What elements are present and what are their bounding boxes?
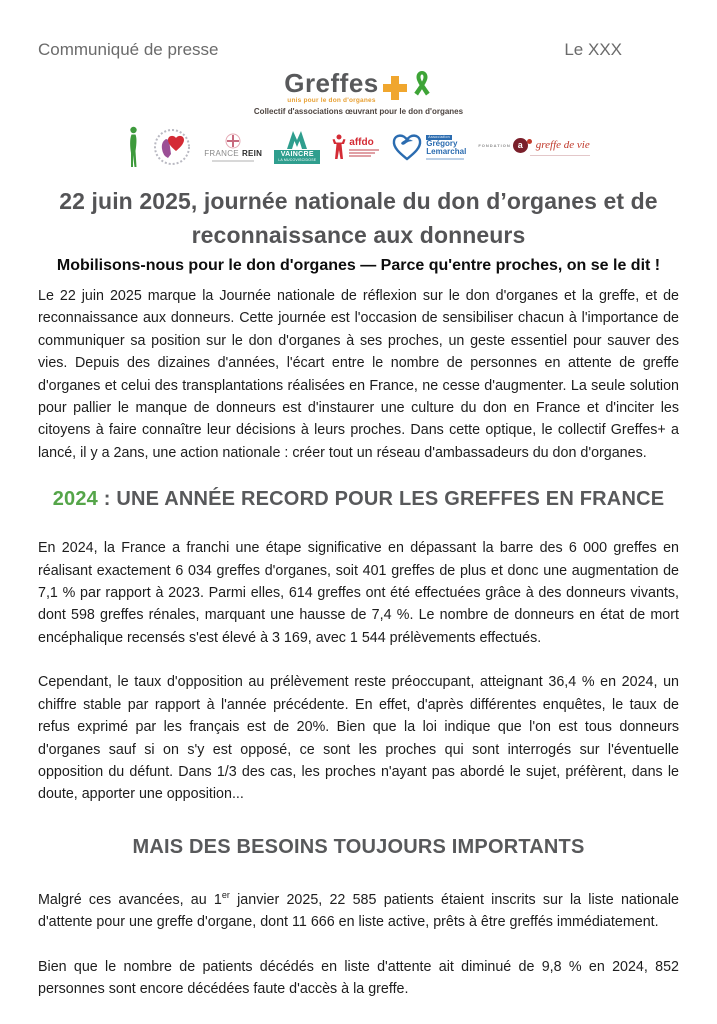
gregory-association-text: Association bbox=[428, 135, 450, 139]
section-heading-2024-rest: : UNE ANNÉE RECORD POUR LES GREFFES EN FRANCE bbox=[98, 488, 665, 511]
ordinal-superscript: er bbox=[221, 889, 230, 900]
greffe-de-vie-subtext-bar bbox=[530, 155, 590, 157]
france-rein-text-bold: REIN bbox=[241, 148, 263, 158]
green-ribbon-icon bbox=[411, 70, 433, 104]
logo-brand-text: Greffes bbox=[284, 68, 379, 98]
section-heading-2024 bbox=[38, 488, 679, 511]
partner-logo-gregory-lemarchal bbox=[391, 133, 466, 161]
logo-text-column bbox=[284, 70, 379, 104]
document-type-label: Communiqué de presse bbox=[38, 40, 219, 59]
gregory-heart-icon bbox=[391, 133, 423, 161]
page-header bbox=[0, 0, 717, 60]
logo-collective-line: Collectif d'associations œuvrant pour le don d'organes bbox=[253, 107, 464, 116]
gregory-name-line1: Grégory bbox=[426, 138, 458, 148]
gregory-subtext-bar bbox=[426, 158, 464, 160]
affdo-subtext-bar-3 bbox=[349, 155, 371, 157]
section-heading-besoins: MAIS DES BESOINS TOUJOURS IMPORTANTS bbox=[132, 835, 585, 858]
france-rein-text-light: FRANCE bbox=[204, 148, 239, 158]
green-person-icon bbox=[127, 126, 140, 168]
year-highlight: 2024 bbox=[52, 488, 98, 511]
records-paragraph: En 2024, la France a franchi une étape significative en dépassant la barre des 6 000 greffes en réalisant exactement 6 034 greffes d'organes, soit 401 greffes de plus et donc une augmentation de 7,1 % par rapport à 2023. Parmi elles, 614 greffes ont été effectuées grâce à des donneurs vivants, dont 598 greffes rénales, marquant une hausse de 7,4 %. Le nombre de donneurs en état de mort encéphalique recensés s'est élevé à 3 169, avec 1 544 prélèvements effectués. bbox=[38, 540, 679, 646]
affdo-person-icon bbox=[332, 134, 346, 160]
orange-plus-icon bbox=[383, 76, 407, 100]
page-title: 22 juin 2025, journée nationale du don d’organes et de reconnaissance aux donneurs bbox=[59, 188, 658, 248]
fondation-text: FONDATION bbox=[478, 142, 511, 148]
partner-logo-adot bbox=[127, 126, 140, 168]
intro-paragraph: Le 22 juin 2025 marque la Journée nationale de réflexion sur le don d'organes et la greffe, et de reconnaissance aux donneurs. Cette journée est l'occasion de sensibiliser chacun à l'importance de communiquer sa position sur le don d'organes à ses proches, un geste essentiel pour sauver des vies. Depuis des dizaines d'années, l'écart entre le nombre de personnes en attente de greffe d'organes et celui des transplantations réalisées en France, ne cesse d'augmenter. La seule solution pour pallier le manque de donneurs est d'instaurer une culture du don en France et d'inciter les citoyens à faire connaître leur décisions à leurs proches. Dans cette optique, le collectif Greffes+ a lancé, il y a 2ans, une action nationale : créer tout un réseau d'ambassadeurs du don d'organes. bbox=[38, 288, 679, 461]
vaincre-text-chip bbox=[274, 150, 320, 164]
date-placeholder: Le XXX bbox=[564, 40, 622, 59]
partner-logo-greffe-de-vie bbox=[478, 138, 589, 157]
vaincre-main-text: VAINCRE bbox=[280, 150, 314, 158]
waiting-list-text-start: Malgré ces avancées, au 1 bbox=[38, 891, 222, 908]
waiting-list-paragraph bbox=[38, 889, 679, 934]
vaincre-sub-text: LA MUCOVISCIDOSE bbox=[278, 157, 317, 162]
partner-logo-affdo bbox=[332, 134, 379, 160]
partner-logos-row bbox=[0, 124, 717, 170]
partner-logo-vaincre bbox=[274, 131, 320, 164]
waiting-list-text-end: janvier 2025, 22 585 patients étaient inscrits sur la liste nationale d'attente pour une greffe d'organe, dont 11 666 en liste active, prêts à être greffés immédiatement. bbox=[38, 891, 679, 931]
gregory-name-line2: Lemarchal bbox=[426, 147, 467, 156]
affdo-subtext-bar-1 bbox=[349, 149, 379, 151]
france-rein-baseline bbox=[212, 160, 254, 162]
greffes-plus-logo bbox=[0, 70, 717, 116]
deaths-paragraph: Bien que le nombre de patients décédés en liste d'attente ait diminué de 9,8 % en 2024, 852 personnes sont encore décédées faute d'accès à la greffe. bbox=[38, 958, 679, 997]
partner-logo-france-rein bbox=[204, 133, 262, 162]
logo-tagline: unis pour le don d'organes bbox=[287, 97, 376, 104]
heart-circle-icon bbox=[152, 127, 192, 167]
partner-logo-heart-circle bbox=[152, 127, 192, 167]
opposition-paragraph: Cependant, le taux d'opposition au prélèvement reste préoccupant, atteignant 36,4 % en 2024, un chiffre stable par rapport à l'année précédente. En effet, d'après différentes enquêtes, le taux de refus exprimé par les français est de 20%. Bien que la loi indique que l'on est tous donneurs d'organes sauf si on s'y est opposé, ce sont les proches qui sont interrogés sur l'éventuelle opposition du défunt. Dans 1/3 des cas, les proches n'ayant pas abordé le sujet, préfèrent, dans le doute, apporter une opposition... bbox=[38, 674, 679, 803]
france-rein-cross-icon bbox=[225, 133, 241, 149]
page-subtitle: Mobilisons-nous pour le don d'organes — Parce qu'entre proches, on se le dit ! bbox=[56, 257, 661, 274]
vaincre-m-icon bbox=[285, 131, 309, 149]
greffe-de-vie-text: greffe de vie bbox=[535, 139, 590, 152]
affdo-subtext-bar-2 bbox=[349, 152, 375, 154]
logo-row bbox=[284, 70, 433, 104]
affdo-text: affdo bbox=[349, 136, 374, 148]
greffe-de-vie-a-icon: a bbox=[513, 138, 528, 153]
greffe-de-vie-dot-icon bbox=[527, 139, 532, 144]
